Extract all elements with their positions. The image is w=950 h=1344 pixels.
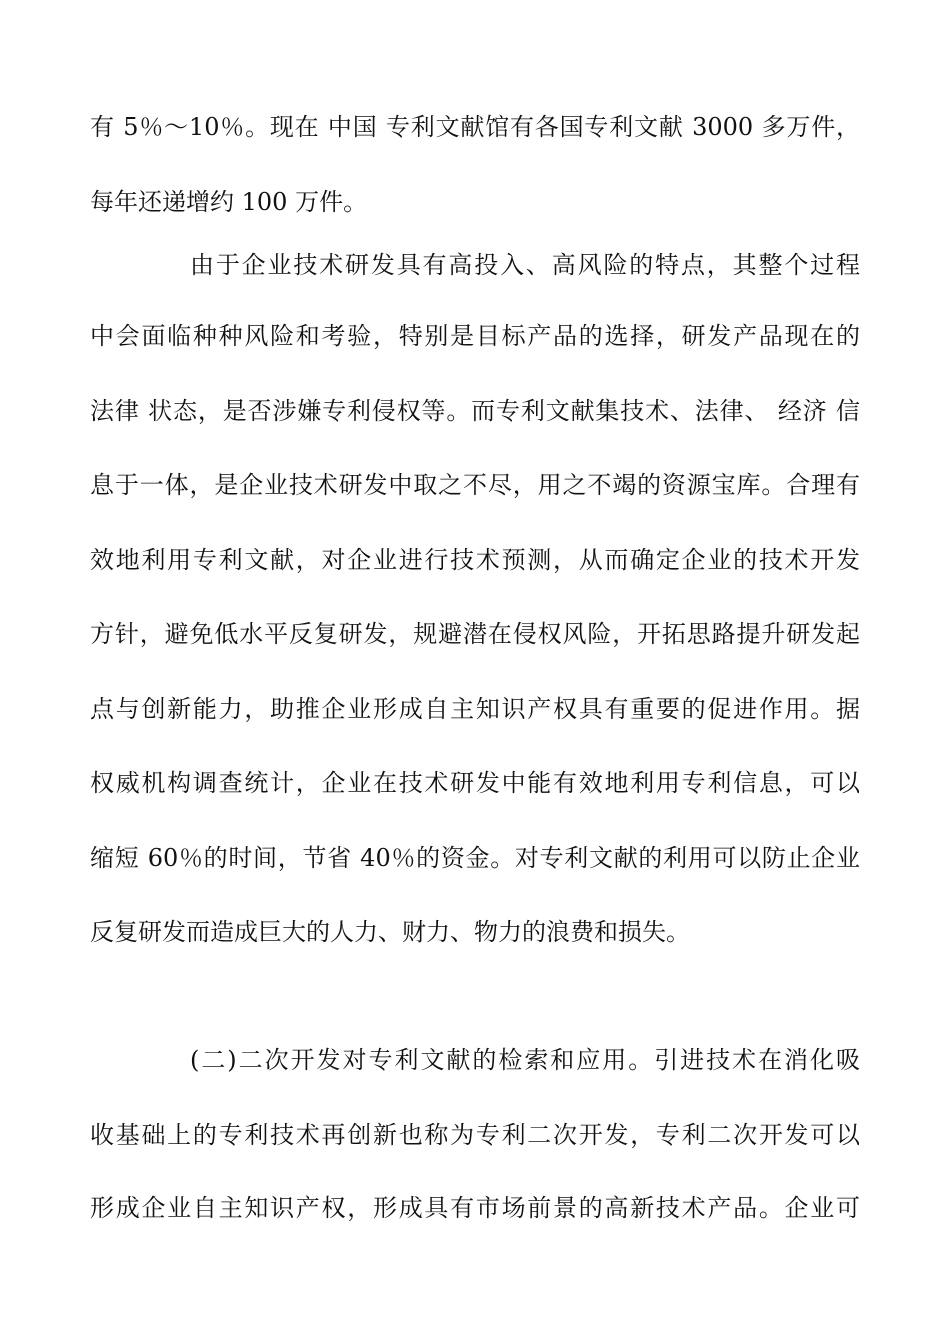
- paragraph-2-line-3: 法律 状态，是否涉嫌专利侵权等。而专利文献集技术、法律、 经济 信: [90, 397, 860, 425]
- paragraph-2-line-6: 方针，避免低水平反复研发，规避潜在侵权风险，开拓思路提升研发起: [90, 620, 860, 648]
- paragraph-2-line-10: 反复研发而造成巨大的人力、财力、物力的浪费和损失。: [90, 918, 690, 946]
- paragraph-2-line-7: 点与创新能力，助推企业形成自主知识产权具有重要的促进作用。据: [90, 695, 860, 723]
- paragraph-3-line-1: (二)二次开发对专利文献的检索和应用。引进技术在消化吸: [190, 1046, 860, 1074]
- paragraph-2-line-2: 中会面临种种风险和考验，特别是目标产品的选择，研发产品现在的: [90, 322, 860, 350]
- paragraph-2-line-1: 由于企业技术研发具有高投入、高风险的特点，其整个过程: [190, 251, 860, 279]
- paragraph-2-line-4: 息于一体，是企业技术研发中取之不尽，用之不竭的资源宝库。合理有: [90, 471, 860, 499]
- paragraph-2-line-8: 权威机构调查统计，企业在技术研发中能有效地利用专利信息，可以: [90, 769, 860, 797]
- paragraph-3-line-2: 收基础上的专利技术再创新也称为专利二次开发，专利二次开发可以: [90, 1121, 860, 1149]
- paragraph-2-line-9: 缩短 60％的时间，节省 40％的资金。对专利文献的利用可以防止企业: [90, 844, 860, 872]
- paragraph-2-line-5: 效地利用专利文献，对企业进行技术预测，从而确定企业的技术开发: [90, 546, 860, 574]
- paragraph-1-line-1: 有 5％～10％。现在 中国 专利文献馆有各国专利文献 3000 多万件，: [90, 113, 860, 141]
- paragraph-1-line-2: 每年还递增约 100 万件。: [90, 188, 368, 216]
- paragraph-3-line-3: 形成企业自主知识产权，形成具有市场前景的高新技术产品。企业可: [90, 1194, 860, 1222]
